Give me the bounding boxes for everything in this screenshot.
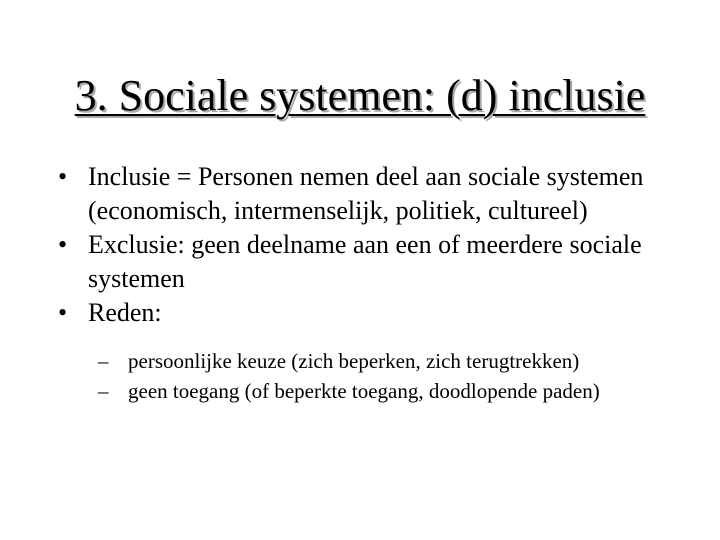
sub-bullet-item-toegang [98,376,676,406]
bullet-item-inclusie [56,160,676,228]
slide-title-text: 3. Sociale systemen: (d) inclusie [74,71,646,120]
slide-title [0,70,720,122]
bullet-item-reden [56,296,676,406]
sub-bullet-text: persoonlijke keuze (zich beperken, zich terugtrekken) [128,349,580,373]
sub-bullet-marker: – [98,379,109,403]
sub-bullet-item-keuze [98,346,676,376]
sub-bullet-marker: – [98,349,109,373]
bullet-text: Exclusie: geen deelname aan een of meerdere sociale systemen [88,230,642,293]
bullet-list [56,160,676,406]
sub-bullet-text: geen toegang (of beperkte toegang, doodlopende paden) [128,379,600,403]
bullet-marker: • [58,162,68,191]
bullet-text: Reden: [88,298,162,327]
bullet-item-exclusie [56,228,676,296]
bullet-text: Inclusie = Personen nemen deel aan sociale systemen (economisch, intermenselijk, politiek, cultureel) [88,162,644,225]
bullet-marker: • [58,230,68,259]
sub-bullet-list [98,346,676,406]
bullet-marker: • [58,298,68,327]
